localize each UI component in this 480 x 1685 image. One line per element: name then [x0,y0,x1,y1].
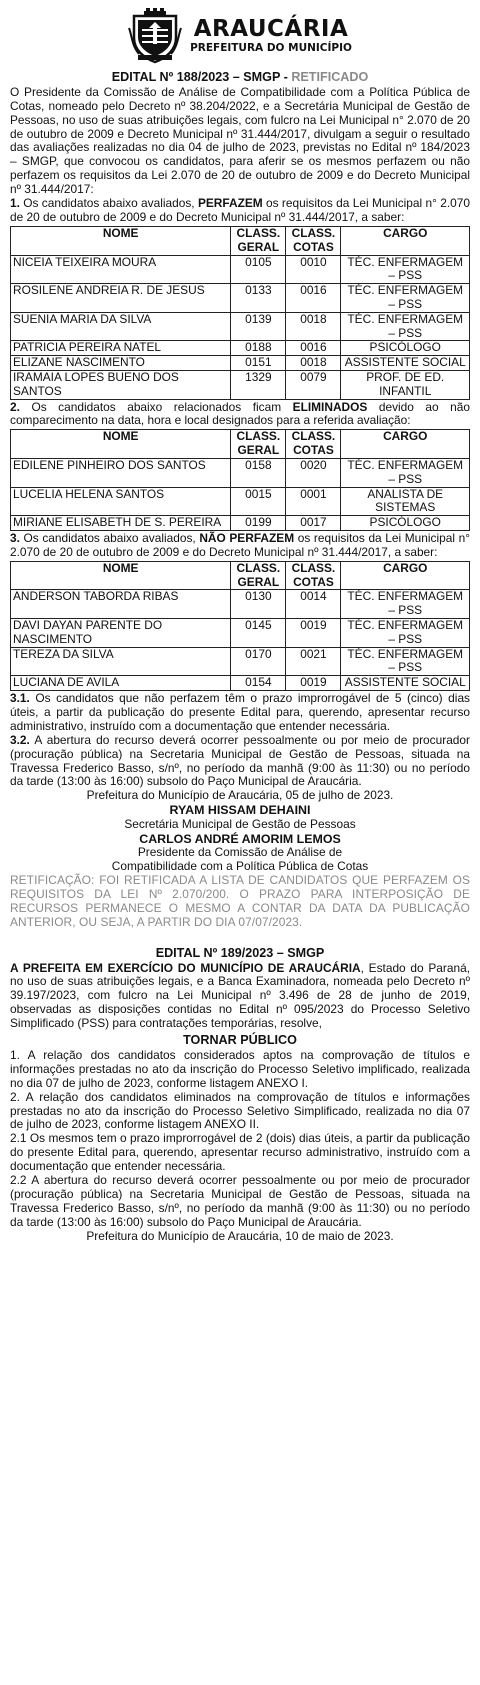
cell-nome: PATRICIA PEREIRA NATEL [11,341,231,356]
cell-cargo: PROF. DE ED. INFANTIL [341,370,470,399]
cell-class-geral: 0199 [231,516,286,531]
cell-class-geral: 0151 [231,356,286,371]
cell-class-cotas: 0016 [286,284,341,313]
edital-188-date: Prefeitura do Município de Araucária, 05 de julho de 2023. [86,788,394,803]
cell-class-geral: 0188 [231,341,286,356]
cell-nome: ROSILENE ANDREIA R. DE JESUS [11,284,231,313]
cell-class-geral: 0133 [231,284,286,313]
table-row [11,356,470,371]
cell-cargo: TÉC. ENFERMAGEM – PSS [341,255,470,284]
cell-nome: LUCIANA DE AVILA [11,676,231,691]
section-3-text [10,532,470,560]
cell-class-cotas: 0019 [286,618,341,647]
cell-cargo: TÉC. ENFERMAGEM – PSS [341,590,470,619]
cell-nome: EDILENE PINHEIRO DOS SANTOS [11,458,231,487]
section-1-number: 1. [10,196,20,211]
signatory-1-name: RYAM HISSAM DEHAINI [169,803,311,818]
edital-188-title [10,70,470,85]
col-nome: NOME [11,561,231,590]
table-row [11,255,470,284]
cell-cargo: ASSISTENTE SOCIAL [341,356,470,371]
section-3-post: os requisitos da Lei Municipal n° 2.070 de 20 de outubro de 2009 e do Decreto Municipal nº 31.444/2017, a saber: [10,530,470,559]
table-row [11,516,470,531]
cell-class-cotas: 0017 [286,516,341,531]
section-2-text [10,401,470,429]
col-cargo: CARGO [341,561,470,590]
signatory-2-role-line-1: Presidente da Comissão de Análise de [137,845,343,860]
edital-189-item-2-2: 2.2 A abertura do recurso deverá ocorrer pessoalmente ou por meio de procurador (procuração pública) na Secretaria Municipal de Gestão de Pessoas, situada na Travessa Frederico Basso, s/nº, no período da manhã (9:00 às 11:30) ou no período da tarde (13:00 às 16:00) subsolo do Paço Municipal de Araucária. [10,1173,470,1229]
table-row [11,618,470,647]
page-header [10,6,470,66]
cell-nome: ELIZANE NASCIMENTO [11,356,231,371]
cell-cargo: TÉC. ENFERMAGEM – PSS [341,647,470,676]
section-3-1-number: 3.1. [10,690,30,705]
cell-nome: MIRIANE ELISABETH DE S. PEREIRA [11,516,231,531]
cell-class-cotas: 0019 [286,676,341,691]
col-nome: NOME [11,226,231,255]
section-1-pre: Os candidatos abaixo avaliados, [23,196,195,211]
retificacao-note: RETIFICAÇÃO: FOI RETIFICADA A LISTA DE CANDIDATOS QUE PERFAZEM OS REQUISITOS DA LEI Nº 2.070/200. O PRAZO PARA INTERPOSIÇÃO DE RECURSOS PERMANECE O MESMO A CONTAR DA DATA DA PUBLICAÇÃO ANTERIOR, OU SEJA, A PARTIR DO DIA 07/07/2023. [10,873,470,929]
section-3-2-text [10,734,470,790]
cell-nome: TEREZA DA SILVA [11,647,231,676]
signatory-2-role-line-2: Compatibilidade com a Política Pública de Cotas [111,859,369,874]
table-row [11,676,470,691]
table-row [11,284,470,313]
edital-189-intro-rest: , Estado do Paraná, no uso de suas atribuições legais, e a Banca Examinadora, nomeada pelo Decreto nº 39.197/2023, com fulcro na Lei Municipal nº 3.496 de 28 de junho de 2019, observadas as disposições contidas no Edital nº 095/2023 do Processo Seletivo Simplificado (PSS) para contratações temporárias, resolve, [10,960,470,1031]
cell-nome: NICEIA TEIXEIRA MOURA [11,255,231,284]
cell-class-geral: 0105 [231,255,286,284]
table-perfazem [10,226,470,400]
cell-class-cotas: 0014 [286,590,341,619]
section-2-number: 2. [10,399,20,414]
cell-cargo: ASSISTENTE SOCIAL [341,676,470,691]
signatory-1-role: Secretária Municipal de Gestão de Pessoas [124,816,356,831]
tornar-publico-heading: TORNAR PÚBLICO [183,1033,297,1048]
cell-cargo: TÉC. ENFERMAGEM – PSS [341,618,470,647]
edital-189-intro-bold: A PREFEITA EM EXERCÍCIO DO MUNICÍPIO DE ARAUCÁRIA [10,960,361,975]
section-3-pre: Os candidatos abaixo avaliados, [23,530,196,545]
cell-cargo: TÉC. ENFERMAGEM – PSS [341,458,470,487]
edital-189-title: EDITAL Nº 189/2023 – SMGP [155,945,325,960]
section-3-bold: NÃO PERFAZEM [199,530,295,545]
table-row [11,590,470,619]
cell-class-geral: 0158 [231,458,286,487]
edital-188-number: EDITAL Nº 188/2023 – SMGP - [111,70,288,84]
col-nome: NOME [11,430,231,459]
cell-class-cotas: 0001 [286,487,341,516]
table-row [11,458,470,487]
cell-class-cotas: 0010 [286,255,341,284]
section-2-post: devido ao não comparecimento na data, hora e local designados para a referida avaliação: [10,399,470,428]
table-row [11,370,470,399]
cell-cargo: TÉC. ENFERMAGEM – PSS [341,312,470,341]
section-1-text [10,197,470,225]
col-class-cotas: CLASS. COTAS [286,561,341,590]
col-cargo: CARGO [341,430,470,459]
col-class-geral: CLASS. GERAL [231,226,286,255]
section-2-bold: ELIMINADOS [292,399,368,414]
table-eliminados [10,429,470,531]
cell-class-cotas: 0018 [286,356,341,371]
col-class-geral: CLASS. GERAL [231,561,286,590]
col-class-geral: CLASS. GERAL [231,430,286,459]
section-3-number: 3. [10,530,20,545]
signatory-2-name: CARLOS ANDRÉ AMORIM LEMOS [139,831,341,846]
cell-class-geral: 0154 [231,676,286,691]
table-row [11,647,470,676]
table-nao-perfazem [10,561,470,691]
retificado-label: RETIFICADO [291,70,369,84]
cell-cargo: PSICÓLOGO [341,341,470,356]
edital-188-intro: O Presidente da Comissão de Análise de Compatibilidade com a Política Pública de Cotas, nomeado pelo Decreto nº 38.204/2022, e a Secretária Municipal de Gestão de Pessoas, no uso de suas atribuições legais, com fulcro na Lei Municipal n° 2.070 de 20 de outubro de 2009 e Decreto Municipal nº 31.444/2017, divulgam a seguir o resultado das avaliações realizadas no dia 04 de julho de 2023, previstas no Edital nº 184/2023 – SMGP, que convocou os candidatos, para aferir se os mesmos perfazem ou não perfazem os requisitos da Lei 2.070 de 20 de outubro de 2009 e do Decreto Municipal nº 31.444/2017: [10,84,470,197]
cell-class-cotas: 0079 [286,370,341,399]
section-3-2-number: 3.2. [10,732,30,747]
cell-class-geral: 0139 [231,312,286,341]
edital-189-date: Prefeitura do Município de Araucária, 10 de maio de 2023. [86,1228,394,1243]
col-cargo: CARGO [341,226,470,255]
col-class-cotas: CLASS. COTAS [286,226,341,255]
edital-189-item-2: 2. A relação dos candidatos eliminados na comprovação de títulos e informações prestadas no ato da inscrição do Processo Seletivo Simplificado, realizada no dia 07 de julho de 2023, conforme listagem ANEXO II. [10,1089,470,1132]
cell-class-geral: 0170 [231,647,286,676]
city-seal-icon [128,8,182,64]
section-1-post: os requisitos da Lei Municipal n° 2.070 de 20 de outubro de 2009 e do Decreto Municipal nº 31.444/2017, a saber: [10,196,470,225]
edital-189-intro [10,962,470,1032]
cell-nome: SUENIA MARIA DA SILVA [11,312,231,341]
section-3-1-text [10,692,470,734]
section-2-pre: Os candidatos abaixo relacionados ficam [31,399,282,414]
edital-189-item-2-1: 2.1 Os mesmos tem o prazo improrrogável de 2 (dois) dias úteis, a partir da publicação do presente Edital para, querendo, apresentar recurso administrativo, instruído com a documentação que entender necessária. [10,1131,470,1174]
city-name: ARAUCÁRIA [193,15,349,42]
cell-nome: ANDERSON TABORDA RIBAS [11,590,231,619]
cell-cargo: TÉC. ENFERMAGEM – PSS [341,284,470,313]
cell-class-cotas: 0020 [286,458,341,487]
cell-class-geral: 0130 [231,590,286,619]
col-class-cotas: CLASS. COTAS [286,430,341,459]
cell-class-geral: 1329 [231,370,286,399]
section-1-bold: PERFAZEM [197,196,263,211]
cell-nome: IRAMAIA LOPES BUENO DOS SANTOS [11,370,231,399]
cell-nome: DAVI DAYAN PARENTE DO NASCIMENTO [11,618,231,647]
cell-class-geral: 0145 [231,618,286,647]
prefeitura-subtitle: PREFEITURA DO MUNICÍPIO [190,41,352,54]
cell-class-geral: 0015 [231,487,286,516]
edital-189-item-1: 1. A relação dos candidatos considerados aptos na comprovação de títulos e informações prestadas no ato da inscrição do Processo Seletivo implificado, realizada no dia 07 de julho de 2023, conforme listagem ANEXO I. [10,1047,470,1090]
table-row [11,341,470,356]
cell-class-cotas: 0018 [286,312,341,341]
cell-cargo: ANALISTA DE SISTEMAS [341,487,470,516]
cell-cargo: PSICÓLOGO [341,516,470,531]
section-3-1-body: Os candidatos que não perfazem têm o prazo improrrogável de 5 (cinco) dias úteis, a partir da publicação do presente Edital para, querendo, apresentar recurso administrativo, instruído com a documentação que entender necessária. [10,690,470,733]
cell-class-cotas: 0016 [286,341,341,356]
section-3-2-body: A abertura do recurso deverá ocorrer pessoalmente ou por meio de procurador (procuração pública) na Secretaria Municipal de Gestão de Pessoas, situada na Travessa Frederico Basso, s/nº, no período da manhã (9:00 às 11:30) ou no período da tarde (13:00 às 16:00) subsolo do Paço Municipal de Araucária. [10,732,470,789]
table-row [11,487,470,516]
table-row [11,312,470,341]
cell-nome: LUCELIA HELENA SANTOS [11,487,231,516]
cell-class-cotas: 0021 [286,647,341,676]
